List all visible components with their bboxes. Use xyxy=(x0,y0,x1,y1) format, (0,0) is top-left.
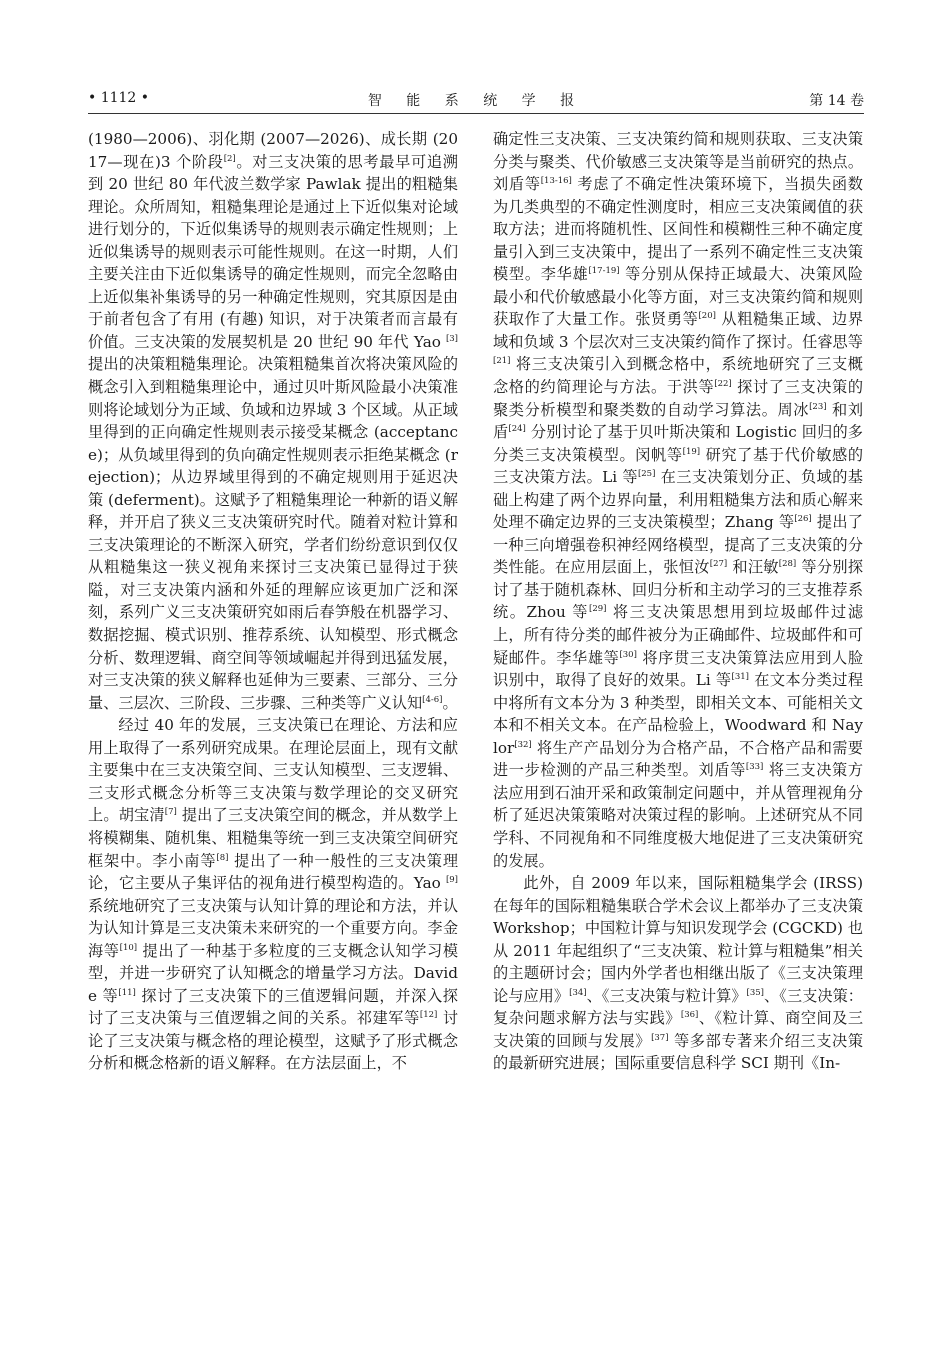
paragraph: 确定性三支决策、三支决策约简和规则获取、三支决策分类与聚类、代价敏感三支决策等是当前研究的热点。刘盾等[13-16] 考虑了不确定性决策环境下，当损失函数为几类典型的不确定性测度时，相应三支决策阈值的获取方法；进而将随机性、区间性和模糊性三种不确定度量引入到三支决策中，提出了一系列不确定性三支决策模型。李华雄[17-19] 等分别从保持正域最大、决策风险最小和代价敏感最小化等方面，对三支决策约简和规则获取作了大量工作。张贤勇等[20] 从粗糙集正域、边界域和负域 3 个层次对三支决策约简作了探讨。任睿思等[21] 将三支决策引入到概念格中，系统地研究了三支概念格的约简理论与方法。于洪等[22] 探讨了三支决策的聚类分析模型和聚类数的自动学习算法。周冰[23] 和刘盾[24] 分别讨论了基于贝叶斯决策和 Logistic 回归的多分类三支决策模型。闵帆等[19] 研究了基于代价敏感的三支决策方法。Li 等[25] 在三支决策划分正、负域的基础上构建了两个边界向量，利用粗糙集方法和质心解来处理不确定边界的三支决策模型；Zhang 等[26] 提出了一种三向增强卷积神经网络模型，提高了三支决策的分类性能。在应用层面上，张恒汝[27] 和汪敏[28] 等分别探讨了基于随机森林、回归分析和主动学习的三支推荐系统。Zhou 等[29] 将三支决策思想用到垃圾邮件过滤上，所有待分类的邮件被分为正确邮件、垃圾邮件和可疑邮件。李华雄等[30] 将序贯三支决策算法应用到人脸识别中，取得了良好的效果。Li 等[31] 在文本分类过程中将所有文本分为 3 种类型，即相关文本、可能相关文本和不相关文本。在产品检验上，Woodward 和 Naylor[32] 将生产产品划分为合格产品，不合格产品和需要进一步检测的产品三种类型。刘盾等[33] 将三支决策方法应用到石油开采和政策制定问题中，并从管理视角分析了延迟决策策略对决策过程的影响。上述研究从不同学科、不同视角和不同维度极大地促进了三支决策研究的发展。 xyxy=(493,130,864,870)
citation-marker: [17-19] xyxy=(588,266,620,277)
citation-marker: [8] xyxy=(216,852,229,863)
citation-marker: [13-16] xyxy=(540,176,572,187)
citation-marker: [11] xyxy=(118,987,136,998)
citation-marker: [33] xyxy=(745,762,764,773)
citation-marker: [30] xyxy=(619,649,637,660)
citation-marker: [2] xyxy=(223,153,236,164)
citation-marker: [7] xyxy=(164,807,177,818)
journal-title: 智 能 系 统 学 报 xyxy=(367,93,585,109)
citation-marker: [26] xyxy=(794,514,812,525)
citation-marker: [21] xyxy=(493,356,511,367)
citation-marker: [3] xyxy=(445,333,458,344)
citation-marker: [32] xyxy=(514,739,532,750)
citation-marker: [24] xyxy=(508,424,526,435)
right-column xyxy=(493,128,863,1075)
page-number: • 1112 • xyxy=(88,90,150,106)
citation-marker: [23] xyxy=(809,401,827,412)
citation-marker: [9] xyxy=(445,875,458,886)
header-rule xyxy=(88,113,864,114)
citation-marker: [28] xyxy=(778,559,797,570)
citation-marker: [27] xyxy=(709,559,728,570)
citation-marker: [20] xyxy=(698,311,716,322)
citation-marker: [37] xyxy=(651,1032,669,1043)
paragraph: 经过 40 年的发展，三支决策已在理论、方法和应用上取得了一系列研究成果。在理论层面上，现有文献主要集中在三支决策空间、三支认知模型、三支逻辑、三支形式概念分析等三支决策与数学理论的交叉研究上。胡宝清[7] 提出了三支决策空间的概念，并从数学上将模糊集、随机集、粗糙集等统一到三支决策空间研究框架中。李小南等[8] 提出了一种一般性的三支决策理论，它主要从子集评估的视角进行模型构造的。Yao [9] 系统地研究了三支决策与认知计算的理论和方法，并认为认知计算是三支决策未来研究的一个重要方向。李金海等[10] 提出了一种基于多粒度的三支概念认知学习模型，并进一步研究了认知概念的增量学习方法。Davide 等[11] 探讨了三支决策下的三值逻辑问题，并深入探讨了三支决策与三值逻辑之间的关系。祁建军等[12] 讨论了三支决策与概念格的理论模型，这赋予了形式概念分析和概念格新的语义解释。在方法层面上，不 xyxy=(88,716,459,1073)
paragraph: 此外，自 2009 年以来，国际粗糙集学会 (IRSS) 在每年的国际粗糙集联合学术会议上都举办了三支决策 Workshop；中国粒计算与知识发现学会 (CGCKD) 也从 2011 年起组织了“三支决策、粒计算与粗糙集”相关的主题研讨会；国内外学者也相继出版了《三支决策理论与应用》[34]、《三支决策与粒计算》[35]、《三支决策：复杂问题求解方法与实践》[36]、《粒计算、商空间及三支决策的回顾与发展》[37] 等多部专著来介绍三支决策的最新研究进展；国际重要信息科学 SCI 期刊《In- xyxy=(493,874,864,1073)
citation-marker: [22] xyxy=(714,379,732,390)
citation-marker: [34] xyxy=(569,987,587,998)
citation-marker: [29] xyxy=(589,604,607,615)
citation-marker: [10] xyxy=(119,942,138,953)
citation-marker: [12] xyxy=(419,1010,438,1021)
citation-marker: [36] xyxy=(680,1010,699,1021)
citation-marker: [4-6] xyxy=(422,694,443,705)
citation-marker: [35] xyxy=(746,987,764,998)
citation-marker: [19] xyxy=(682,446,701,457)
paragraph: (1980—2006)、羽化期 (2007—2026)、成长期 (2017—现在)3 个阶段[2]。对三支决策的思考最早可追溯到 20 世纪 80 年代波兰数学家 Pawlak 提出的粗糙集理论。众所周知，粗糙集理论是通过上下近似集对论域进行划分的，下近似集诱导的规则表示确定性规则；上近似集诱导的规则表示可能性规则。在这一时期，人们主要关注由下近似集诱导的确定性规则，而完全忽略由上近似集补集诱导的另一种确定性规则，究其原因是由于前者包含了有用 (有趣) 知识，对于决策者而言最有价值。三支决策的发展契机是 20 世纪 90 年代 Yao [3] 提出的决策粗糙集理论。决策粗糙集首次将决策风险的概念引入到粗糙集理论中，通过贝叶斯风险最小决策准则将论域划分为正域、负域和边界域 3 个区域。从正域里得到的正向确定性规则表示接受某概念 (acceptance)；从负域里得到的负向确定性规则表示拒绝某概念 (rejection)；从边界域里得到的不确定规则用于延迟决策 (deferment)。这赋予了粗糙集理论一种新的语义解释，并开启了狭义三支决策研究时代。随着对粒计算和三支决策理论的不断深入研究，学者们纷纷意识到仅仅从粗糙集这一狭义视角来探讨三支决策已显得过于狭隘，对三支决策内涵和外延的理解应该更加广泛和深刻，系列广义三支决策研究如雨后春笋般在机器学习、数据挖掘、模式识别、推荐系统、认知模型、形式概念分析、数理逻辑、商空间等领域崛起并得到迅猛发展，对三支决策的狭义解释也延伸为三要素、三部分、三分量、三层次、三阶段、三步骤、三种类等广义认知[4-6]。 xyxy=(88,130,458,712)
running-header xyxy=(88,90,864,112)
left-column xyxy=(88,128,458,1075)
citation-marker: [25] xyxy=(637,469,656,480)
citation-marker: [31] xyxy=(731,672,749,683)
volume-label: 第 14 卷 xyxy=(809,93,864,109)
